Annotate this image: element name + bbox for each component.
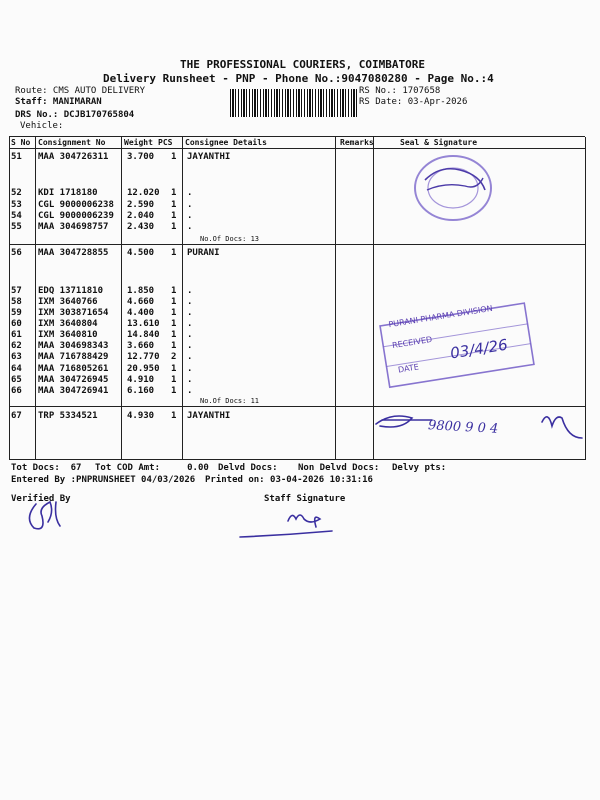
staff-signature — [236, 505, 336, 545]
docs-count: No.Of Docs: 13 — [200, 235, 260, 243]
company-title: THE PROFESSIONAL COURIERS, COIMBATORE — [180, 58, 426, 71]
docs-count: No.Of Docs: 11 — [200, 397, 260, 405]
verified-by-label: Verified By — [11, 494, 71, 504]
delivered-docs: Delvd Docs: — [218, 463, 278, 473]
drs-label: DRS No.: DCJB170765804 — [15, 110, 135, 120]
staff-signature-label: Staff Signature — [264, 494, 346, 504]
column-divider — [121, 137, 122, 460]
rs-date: RS Date: 03-Apr-2026 — [359, 97, 468, 107]
handwritten-phone: 9800 9 0 4 — [427, 418, 499, 437]
group-divider — [9, 406, 585, 407]
entered-by: Entered By :PNPRUNSHEET 04/03/2026 — [11, 475, 196, 485]
non-delivered-docs: Non Delvd Docs: — [298, 463, 380, 473]
column-divider — [182, 137, 183, 460]
handwritten-date: 03/4/26 — [448, 335, 509, 363]
table-left-border — [9, 137, 10, 460]
verifier-signature — [20, 498, 80, 538]
col-header-weight: Weight — [124, 138, 153, 147]
table-top-border — [9, 136, 585, 137]
col-header-pcs: PCS — [158, 138, 173, 147]
col-header-remarks: Remarks — [340, 138, 374, 147]
col-header-sno: S No — [11, 138, 31, 147]
stamp-received: RECEIVED — [391, 334, 433, 351]
runsheet-subtitle: Delivery Runsheet - PNP - Phone No.:9047080280 - Page No.:4 — [103, 72, 494, 85]
col-header-consignee: Consignee Details — [185, 138, 267, 147]
route-label: Route: CMS AUTO DELIVERY — [15, 86, 146, 96]
table-bottom-border — [9, 459, 585, 460]
stamp-date-label: DATE — [397, 362, 420, 375]
barcode-image — [230, 89, 357, 117]
col-header-seal: Seal & Signature — [400, 138, 478, 147]
round-seal-stamp — [405, 150, 505, 230]
total-docs: Tot Docs: 67 — [11, 463, 82, 473]
group-divider — [9, 244, 585, 245]
col-header-consignment: Consignment No — [38, 138, 106, 147]
column-divider — [35, 137, 36, 460]
rs-number: RS No.: 1707658 — [359, 86, 441, 96]
column-divider — [335, 137, 336, 460]
staff-label: Staff: MANIMARAN — [15, 97, 102, 107]
table-header-border — [9, 148, 585, 149]
printed-on: Printed on: 03-04-2026 10:31:16 — [205, 475, 373, 485]
vehicle-label: Vehicle: — [20, 121, 64, 131]
total-cod-amount: Tot COD Amt: 0.00 — [95, 463, 209, 473]
delivery-points: Delvy pts: — [392, 463, 447, 473]
stamp-company: PURANI PHARMA DIVISION — [387, 303, 494, 330]
